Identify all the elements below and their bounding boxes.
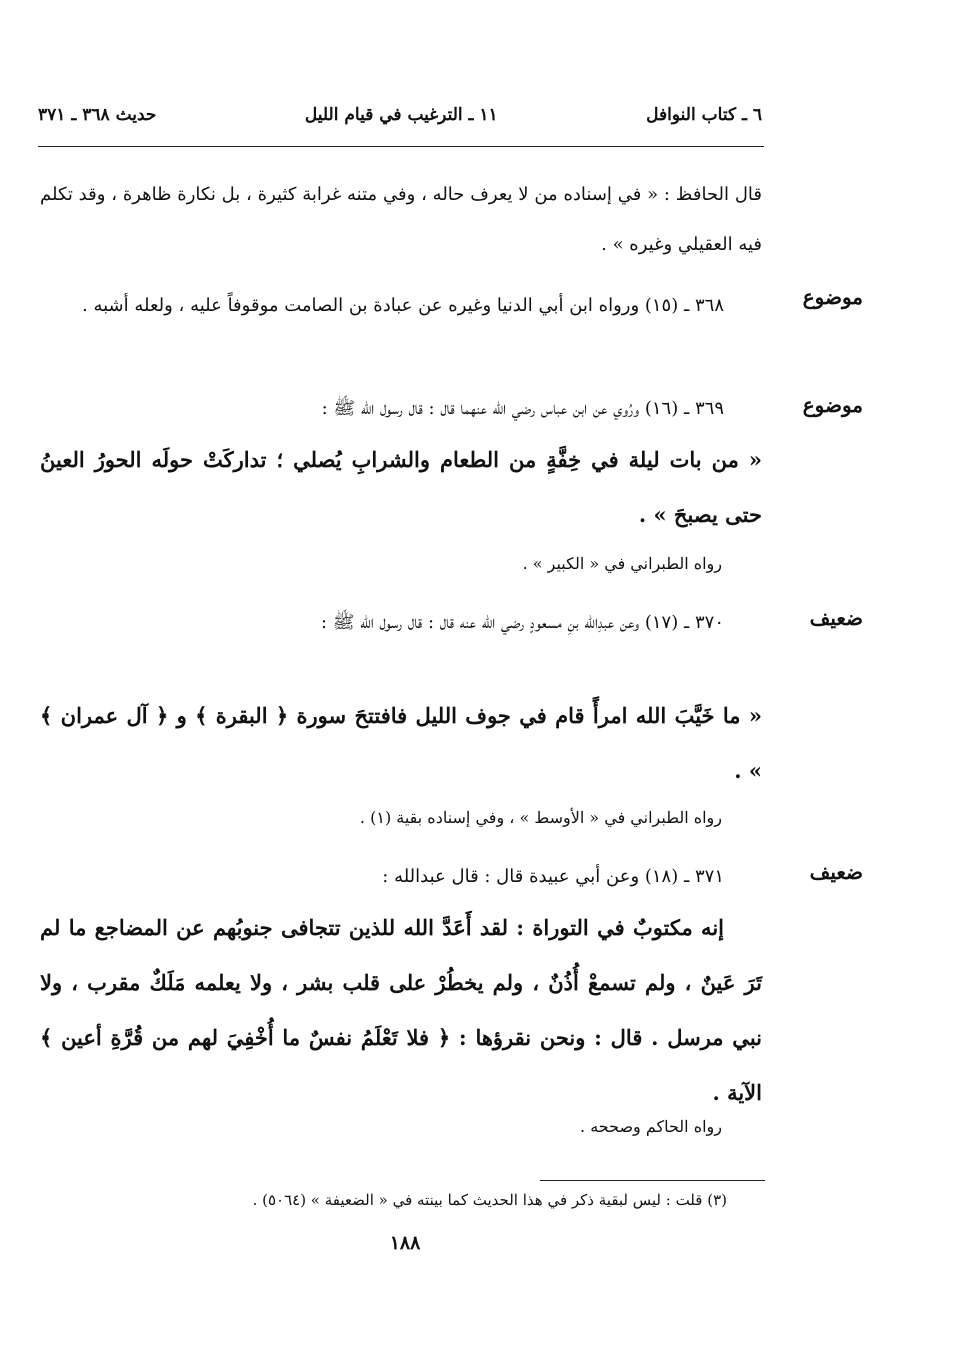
hadith-370-source: رواه الطبراني في « الأوسط » ، وفي إسناده بقية (١) . bbox=[359, 808, 722, 827]
header-section: ١١ ـ الترغيب في قيام الليل bbox=[304, 105, 498, 125]
page-number: ١٨٨ bbox=[389, 1232, 421, 1254]
hadith-371-quote: إنه مكتوبٌ في التوراة : لقد أَعَدَّ الله للذين تتجافى جنوبُهم عن المضاجع ما لم تَرَ عَينٌ ، ولم تسمعْ أُذُنٌ ، ولم يخطُرْ على قلب بشر ، ولا يعلمه مَلَكٌ مقرب ، ولا نبي مرسل . قال : ونحن نقرؤها : ﴿ فلا تَعْلَمُ نفسٌ ما أُخْفِيَ لهم من قُرَّةِ أعين ﴾ الآية . bbox=[40, 915, 762, 1105]
grade-label: موضوع bbox=[802, 393, 863, 417]
hadith-369-quote: « من بات ليلة في خِفَّةٍ من الطعام والشرابِ يُصلي ؛ تداركَتْ حولَه الحورُ العينُ حتى يصبحَ » . bbox=[40, 447, 762, 527]
running-header bbox=[38, 100, 762, 130]
grade-label: ضعيف bbox=[809, 860, 863, 884]
hadith-370-quote: « ما خَيَّبَ الله امرأً قام في جوف الليل فافتتحَ سورة ﴿ البقرة ﴾ و ﴿ آل عمران ﴾ » . bbox=[40, 703, 762, 783]
grade-label: ضعيف bbox=[809, 606, 863, 630]
intro-paragraph: قال الحافظ : « في إسناده من لا يعرف حاله ، وفي متنه غرابة كثيرة ، بل نكارة ظاهرة ، وقد تكلم فيه العقيلي وغيره » . bbox=[40, 184, 762, 255]
hadith-371-source: رواه الحاكم وصححه . bbox=[580, 1117, 722, 1136]
header-range: حديث ٣٦٨ ـ ٣٧١ bbox=[38, 105, 157, 125]
hadith-370-intro: ٣٧٠ ـ (١٧) وعن عبدِالله بنِ مسعودٍ رضي الله عنه قال : قال رسول الله ﷺ : bbox=[320, 612, 724, 633]
header-rule bbox=[38, 146, 764, 147]
header-chapter: ٦ ـ كتاب النوافل bbox=[646, 105, 762, 125]
hadith-369-source: رواه الطبراني في « الكبير » . bbox=[522, 554, 722, 573]
grade-label: موضوع bbox=[802, 285, 863, 309]
footnote-rule bbox=[540, 1180, 765, 1181]
hadith-369-intro: ٣٦٩ ـ (١٦) ورُوي عن ابن عباس رضي الله عنهما قال : قال رسول الله ﷺ : bbox=[321, 398, 724, 419]
hadith-371-intro: ٣٧١ ـ (١٨) وعن أبي عبيدة قال : قال عبدالله : bbox=[382, 866, 724, 887]
hadith-368-text: ٣٦٨ ـ (١٥) ورواه ابن أبي الدنيا وغيره عن عبادة بن الصامت موقوفاً عليه ، ولعله أشبه . bbox=[82, 295, 724, 316]
footnote: (٣) قلت : ليس لبقية ذكر في هذا الحديث كما بينته في « الضعيفة » (٥٠٦٤) . bbox=[252, 1191, 727, 1209]
